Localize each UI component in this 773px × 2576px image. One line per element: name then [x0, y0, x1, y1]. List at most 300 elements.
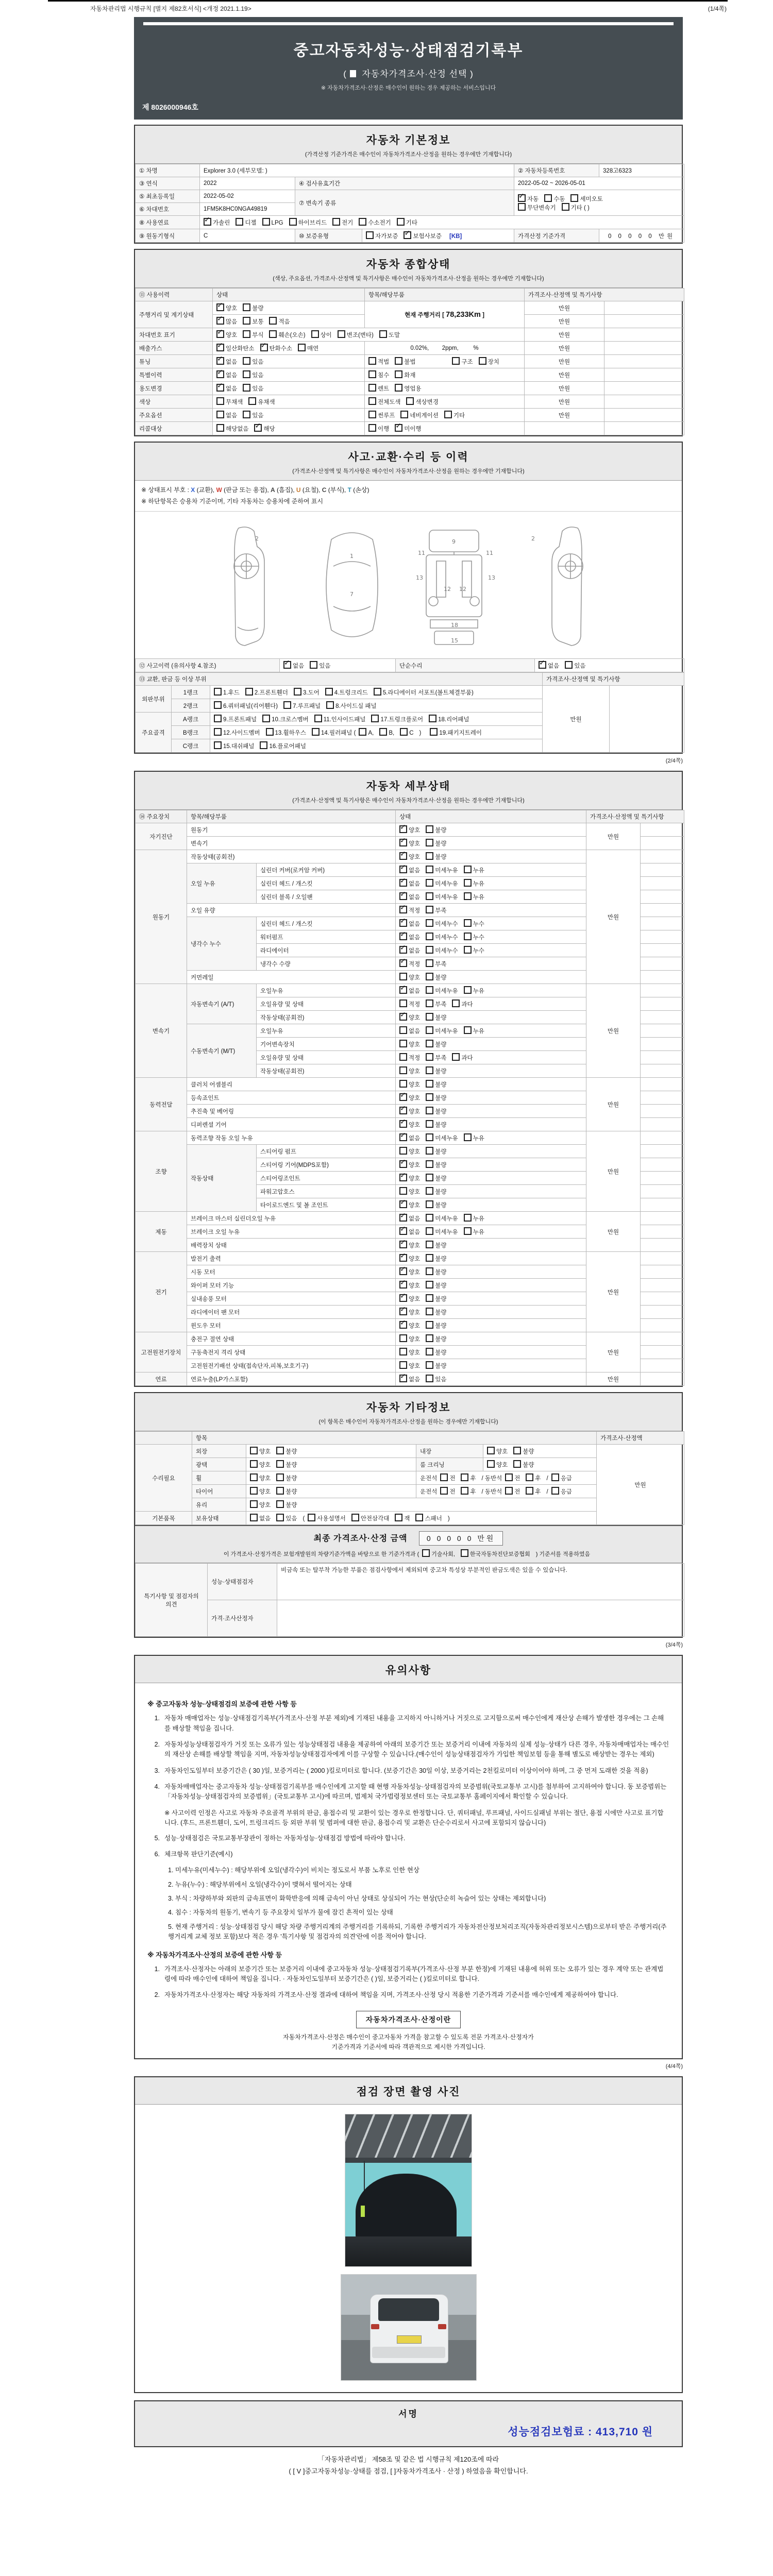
checkbox-icon[interactable]: [262, 218, 270, 226]
checkbox-icon[interactable]: [332, 218, 340, 226]
checked-checkbox-icon[interactable]: [399, 986, 407, 994]
checkbox-option[interactable]: [250, 1447, 271, 1455]
checkbox-option[interactable]: [526, 1487, 541, 1496]
checkbox-option[interactable]: [395, 384, 421, 393]
checkbox-option[interactable]: [250, 1500, 271, 1509]
checkbox-option[interactable]: [262, 218, 283, 226]
checked-checkbox-icon[interactable]: [399, 1294, 407, 1302]
checkbox-icon[interactable]: [426, 1053, 433, 1061]
checkbox-icon[interactable]: [276, 1473, 284, 1481]
checkbox-option[interactable]: [452, 999, 473, 1008]
checkbox-option[interactable]: [426, 946, 458, 955]
checkbox-option[interactable]: [214, 688, 240, 697]
checkbox-option[interactable]: [513, 1447, 534, 1455]
checkbox-icon[interactable]: [426, 1080, 433, 1088]
checked-checkbox-icon[interactable]: [216, 384, 224, 392]
checkbox-option[interactable]: [479, 357, 499, 366]
checkbox-option[interactable]: [426, 919, 458, 928]
checkbox-icon[interactable]: [426, 892, 433, 900]
checkbox-icon[interactable]: [426, 1200, 433, 1208]
checkbox-icon[interactable]: [395, 384, 402, 392]
checkbox-option[interactable]: [368, 370, 389, 379]
checked-checkbox-icon[interactable]: [399, 1200, 407, 1208]
checkbox-icon[interactable]: [400, 411, 408, 418]
checkbox-icon[interactable]: [426, 986, 433, 994]
checkbox-option[interactable]: [426, 906, 446, 914]
checkbox-option[interactable]: [440, 1487, 455, 1496]
checkbox-icon[interactable]: [308, 1514, 315, 1521]
checked-checkbox-icon[interactable]: [399, 825, 407, 833]
checkbox-icon[interactable]: [426, 1093, 433, 1101]
checkbox-option[interactable]: [399, 1160, 420, 1169]
checkbox-icon[interactable]: [283, 701, 291, 709]
checkbox-icon[interactable]: [426, 1334, 433, 1342]
checkbox-option[interactable]: [426, 1120, 446, 1129]
checkbox-option[interactable]: [461, 1473, 476, 1482]
checkbox-icon[interactable]: [399, 1066, 407, 1074]
checkbox-icon[interactable]: [276, 1460, 284, 1468]
checkbox-icon[interactable]: [426, 1241, 433, 1248]
checkbox-option[interactable]: [216, 330, 237, 339]
checkbox-option[interactable]: [464, 1026, 484, 1035]
checkbox-option[interactable]: [399, 852, 420, 861]
checkbox-icon[interactable]: [440, 1487, 448, 1495]
checkbox-icon[interactable]: [487, 1447, 495, 1454]
checkbox-option[interactable]: [395, 357, 415, 366]
checkbox-icon[interactable]: [426, 1348, 433, 1355]
checkbox-option[interactable]: [426, 852, 446, 861]
checkbox-icon[interactable]: [426, 1227, 433, 1235]
checkbox-option[interactable]: [426, 1375, 446, 1383]
checkbox-icon[interactable]: [464, 919, 472, 927]
checkbox-icon[interactable]: [464, 866, 472, 873]
checkbox-option[interactable]: [426, 1053, 446, 1062]
checked-checkbox-icon[interactable]: [260, 344, 268, 351]
checkbox-icon[interactable]: [426, 1066, 433, 1074]
checkbox-option[interactable]: [374, 688, 474, 697]
checkbox-option[interactable]: [283, 701, 321, 710]
checkbox-icon[interactable]: [243, 330, 250, 338]
checkbox-option[interactable]: [276, 1514, 297, 1522]
checkbox-option[interactable]: [310, 661, 330, 670]
checked-checkbox-icon[interactable]: [399, 906, 407, 913]
checkbox-option[interactable]: [368, 357, 389, 366]
checkbox-option[interactable]: [311, 330, 332, 339]
checkbox-icon[interactable]: [214, 701, 222, 709]
checkbox-icon[interactable]: [250, 1473, 258, 1481]
checkbox-icon[interactable]: [359, 218, 366, 226]
checkbox-icon[interactable]: [276, 1500, 284, 1508]
checkbox-icon[interactable]: [461, 1487, 468, 1495]
checkbox-option[interactable]: [262, 715, 309, 723]
checkbox-option[interactable]: [399, 1361, 420, 1370]
checkbox-icon[interactable]: [426, 1133, 433, 1141]
checkbox-option[interactable]: [248, 397, 275, 406]
checkbox-option[interactable]: [426, 1093, 446, 1102]
checkbox-icon[interactable]: [399, 1026, 407, 1034]
checked-checkbox-icon[interactable]: [399, 1120, 407, 1128]
checkbox-option[interactable]: [426, 1308, 446, 1316]
checkbox-option[interactable]: [426, 986, 458, 995]
checkbox-option[interactable]: [245, 688, 288, 697]
checkbox-icon[interactable]: [399, 1361, 407, 1369]
checkbox-option[interactable]: [551, 1473, 572, 1482]
checkbox-option[interactable]: [426, 1066, 446, 1075]
checked-checkbox-icon[interactable]: [399, 1093, 407, 1101]
checkbox-icon[interactable]: [289, 218, 297, 226]
checkbox-option[interactable]: [399, 839, 420, 848]
checkbox-option[interactable]: [399, 1147, 420, 1156]
checkbox-icon[interactable]: [400, 728, 408, 736]
checkbox-icon[interactable]: [426, 1214, 433, 1222]
checkbox-icon[interactable]: [426, 879, 433, 887]
checkbox-option[interactable]: [243, 330, 263, 339]
checkbox-option[interactable]: [513, 1460, 534, 1469]
checkbox-icon[interactable]: [368, 424, 376, 432]
checkbox-icon[interactable]: [570, 194, 578, 202]
checkbox-icon[interactable]: [399, 1080, 407, 1088]
checkbox-option[interactable]: [426, 1187, 446, 1196]
checkbox-option[interactable]: [399, 1334, 420, 1343]
checkbox-icon[interactable]: [269, 317, 277, 325]
checkbox-option[interactable]: [426, 1267, 446, 1276]
checked-checkbox-icon[interactable]: [283, 661, 291, 669]
checkbox-option[interactable]: [426, 892, 458, 901]
checkbox-icon[interactable]: [426, 973, 433, 980]
checkbox-icon[interactable]: [366, 231, 374, 239]
checkbox-option[interactable]: [518, 203, 556, 212]
checkbox-icon[interactable]: [395, 357, 402, 365]
checked-checkbox-icon[interactable]: [399, 1160, 407, 1168]
checked-checkbox-icon[interactable]: [216, 303, 224, 311]
checkbox-icon[interactable]: [310, 661, 317, 669]
checked-checkbox-icon[interactable]: [216, 330, 224, 338]
checkbox-icon[interactable]: [461, 1473, 468, 1481]
checkbox-option[interactable]: [399, 1227, 420, 1236]
checkbox-option[interactable]: [426, 1147, 446, 1156]
checkbox-icon[interactable]: [444, 411, 452, 418]
checkbox-icon[interactable]: [368, 411, 376, 418]
checkbox-icon[interactable]: [422, 1549, 430, 1557]
checkbox-option[interactable]: [444, 411, 465, 419]
checkbox-option[interactable]: [399, 1080, 420, 1089]
checkbox-option[interactable]: [399, 906, 420, 914]
checked-checkbox-icon[interactable]: [399, 852, 407, 860]
checked-checkbox-icon[interactable]: [216, 317, 224, 325]
checkbox-option[interactable]: [430, 728, 482, 737]
checkbox-option[interactable]: [426, 879, 458, 888]
checkbox-icon[interactable]: [464, 1227, 472, 1235]
checkbox-option[interactable]: [464, 1227, 484, 1236]
checkbox-option[interactable]: [260, 344, 292, 352]
checkbox-option[interactable]: [399, 1294, 420, 1303]
checkbox-option[interactable]: [426, 999, 446, 1008]
checkbox-option[interactable]: [399, 1053, 420, 1062]
checkbox-option[interactable]: [399, 1281, 420, 1290]
checkbox-icon[interactable]: [464, 986, 472, 994]
checkbox-option[interactable]: [243, 357, 263, 366]
checkbox-option[interactable]: [276, 1487, 297, 1496]
checkbox-icon[interactable]: [243, 317, 250, 325]
checkbox-option[interactable]: [440, 1473, 455, 1482]
checked-checkbox-icon[interactable]: [399, 1281, 407, 1289]
checkbox-option[interactable]: [400, 728, 413, 736]
checkbox-option[interactable]: [308, 1514, 346, 1522]
checkbox-option[interactable]: [399, 933, 420, 941]
checkbox-option[interactable]: [250, 1473, 271, 1482]
checkbox-icon[interactable]: [426, 1375, 433, 1382]
checkbox-option[interactable]: [298, 344, 318, 352]
checkbox-icon[interactable]: [426, 1187, 433, 1195]
checkbox-option[interactable]: [426, 1254, 446, 1263]
checkbox-option[interactable]: [426, 1133, 458, 1142]
checkbox-icon[interactable]: [214, 728, 222, 736]
checkbox-icon[interactable]: [250, 1514, 258, 1521]
checkbox-option[interactable]: [539, 661, 559, 670]
checkbox-icon[interactable]: [276, 1514, 284, 1521]
checked-checkbox-icon[interactable]: [399, 879, 407, 887]
checkbox-option[interactable]: [464, 919, 484, 928]
checkbox-option[interactable]: [216, 303, 237, 312]
checkbox-option[interactable]: [399, 1013, 420, 1022]
checkbox-icon[interactable]: [426, 852, 433, 860]
checkbox-icon[interactable]: [243, 357, 250, 365]
checkbox-icon[interactable]: [395, 1514, 402, 1521]
checkbox-option[interactable]: [399, 1375, 420, 1383]
checked-checkbox-icon[interactable]: [399, 1133, 407, 1141]
checkbox-option[interactable]: [395, 424, 421, 433]
checkbox-icon[interactable]: [565, 661, 573, 669]
checkbox-option[interactable]: [395, 1514, 410, 1522]
checkbox-icon[interactable]: [359, 728, 366, 736]
checkbox-icon[interactable]: [250, 1487, 258, 1495]
checkbox-icon[interactable]: [406, 397, 414, 405]
checkbox-option[interactable]: [243, 370, 263, 379]
checkbox-option[interactable]: [216, 370, 237, 379]
checked-checkbox-icon[interactable]: [399, 959, 407, 967]
checked-checkbox-icon[interactable]: [399, 1107, 407, 1114]
checkbox-icon[interactable]: [399, 1147, 407, 1155]
checkbox-option[interactable]: [314, 715, 366, 723]
checkbox-option[interactable]: [399, 1241, 420, 1249]
checkbox-option[interactable]: [426, 1080, 446, 1089]
checkbox-option[interactable]: [426, 1107, 446, 1115]
checkbox-option[interactable]: [214, 741, 254, 750]
checkbox-icon[interactable]: [426, 1308, 433, 1315]
checkbox-option[interactable]: [426, 1361, 446, 1370]
checkbox-option[interactable]: [276, 1473, 297, 1482]
checkbox-option[interactable]: [399, 1348, 420, 1357]
checkbox-icon[interactable]: [426, 839, 433, 846]
checkbox-option[interactable]: [371, 715, 423, 723]
checkbox-icon[interactable]: [551, 1487, 559, 1495]
checkbox-option[interactable]: [399, 1120, 420, 1129]
checkbox-option[interactable]: [426, 1160, 446, 1169]
checkbox-option[interactable]: [505, 1487, 520, 1496]
checked-checkbox-icon[interactable]: [399, 839, 407, 846]
checkbox-option[interactable]: [276, 1500, 297, 1509]
checkbox-option[interactable]: [214, 701, 278, 710]
checkbox-icon[interactable]: [399, 1187, 407, 1195]
checkbox-icon[interactable]: [250, 1500, 258, 1508]
checkbox-icon[interactable]: [399, 1040, 407, 1047]
checkbox-option[interactable]: [399, 892, 420, 901]
checkbox-option[interactable]: [338, 330, 374, 339]
checkbox-option[interactable]: [399, 986, 420, 995]
checkbox-icon[interactable]: [250, 1460, 258, 1468]
checked-checkbox-icon[interactable]: [399, 1308, 407, 1315]
checkbox-option[interactable]: [243, 384, 263, 393]
checkbox-icon[interactable]: [395, 370, 402, 378]
checkbox-icon[interactable]: [426, 1026, 433, 1034]
checkbox-option[interactable]: [243, 303, 263, 312]
checkbox-option[interactable]: [452, 357, 473, 366]
checkbox-icon[interactable]: [513, 1460, 521, 1468]
checkbox-icon[interactable]: [440, 1473, 448, 1481]
checkbox-icon[interactable]: [544, 194, 552, 202]
checkbox-option[interactable]: [368, 424, 389, 433]
checked-checkbox-icon[interactable]: [216, 370, 224, 378]
checkbox-option[interactable]: [399, 1321, 420, 1330]
checkbox-icon[interactable]: [397, 218, 405, 226]
checkbox-option[interactable]: [399, 866, 420, 874]
checked-checkbox-icon[interactable]: [399, 1214, 407, 1222]
checkbox-icon[interactable]: [326, 701, 334, 709]
checkbox-icon[interactable]: [426, 1294, 433, 1302]
checkbox-icon[interactable]: [505, 1487, 513, 1495]
checkbox-option[interactable]: [332, 218, 353, 227]
checkbox-icon[interactable]: [298, 344, 306, 351]
checkbox-icon[interactable]: [452, 357, 460, 365]
checkbox-option[interactable]: [426, 825, 446, 834]
checkbox-icon[interactable]: [426, 1147, 433, 1155]
checkbox-option[interactable]: [426, 1013, 446, 1022]
checkbox-icon[interactable]: [245, 688, 253, 696]
checkbox-icon[interactable]: [216, 411, 224, 418]
checkbox-icon[interactable]: [269, 330, 277, 338]
checkbox-option[interactable]: [464, 892, 484, 901]
checkbox-icon[interactable]: [276, 1487, 284, 1495]
checkbox-icon[interactable]: [426, 959, 433, 967]
checkbox-option[interactable]: [426, 973, 446, 981]
checkbox-option[interactable]: [368, 384, 389, 393]
checkbox-option[interactable]: [426, 1334, 446, 1343]
checkbox-icon[interactable]: [505, 1473, 513, 1481]
checkbox-option[interactable]: [325, 688, 368, 697]
checkbox-option[interactable]: [260, 741, 306, 750]
checkbox-option[interactable]: [518, 194, 539, 203]
checkbox-icon[interactable]: [426, 1013, 433, 1021]
checkbox-option[interactable]: [429, 715, 469, 723]
checkbox-icon[interactable]: [314, 715, 322, 722]
checkbox-icon[interactable]: [426, 919, 433, 927]
checkbox-option[interactable]: [426, 1321, 446, 1330]
checkbox-option[interactable]: [216, 397, 243, 406]
checkbox-icon[interactable]: [464, 892, 472, 900]
checkbox-option[interactable]: [399, 1267, 420, 1276]
checkbox-option[interactable]: [216, 384, 237, 393]
checkbox-icon[interactable]: [260, 741, 267, 749]
checkbox-icon[interactable]: [426, 999, 433, 1007]
checked-checkbox-icon[interactable]: [254, 424, 262, 432]
checkbox-icon[interactable]: [368, 397, 376, 405]
checkbox-option[interactable]: [426, 1241, 446, 1249]
checkbox-icon[interactable]: [464, 946, 472, 954]
checkbox-option[interactable]: [426, 1200, 446, 1209]
checkbox-option[interactable]: [214, 728, 260, 737]
checkbox-option[interactable]: [426, 1174, 446, 1182]
checkbox-option[interactable]: [426, 1294, 446, 1303]
checkbox-option[interactable]: [214, 715, 257, 723]
checkbox-option[interactable]: [283, 661, 304, 670]
checkbox-option[interactable]: [461, 1549, 530, 1558]
checkbox-option[interactable]: [426, 1281, 446, 1290]
checkbox-option[interactable]: [250, 1487, 271, 1496]
checkbox-option[interactable]: [426, 839, 446, 848]
checkbox-icon[interactable]: [426, 825, 433, 833]
checked-checkbox-icon[interactable]: [399, 1174, 407, 1181]
checkbox-option[interactable]: [351, 1514, 390, 1522]
checkbox-option[interactable]: [426, 1040, 446, 1048]
checkbox-option[interactable]: [399, 1187, 420, 1196]
checkbox-icon[interactable]: [518, 203, 526, 211]
checkbox-option[interactable]: [399, 1093, 420, 1102]
checkbox-icon[interactable]: [368, 384, 376, 392]
checked-checkbox-icon[interactable]: [399, 866, 407, 873]
checkbox-option[interactable]: [399, 1026, 420, 1035]
checkbox-icon[interactable]: [276, 1447, 284, 1454]
checkbox-icon[interactable]: [426, 1361, 433, 1369]
checkbox-icon[interactable]: [312, 728, 320, 736]
checkbox-icon[interactable]: [426, 1040, 433, 1047]
checkbox-option[interactable]: [399, 999, 420, 1008]
checkbox-icon[interactable]: [266, 728, 274, 736]
checkbox-option[interactable]: [422, 1549, 455, 1558]
checkbox-icon[interactable]: [399, 999, 407, 1007]
checkbox-icon[interactable]: [294, 688, 301, 696]
checked-checkbox-icon[interactable]: [399, 1375, 407, 1382]
checkbox-icon[interactable]: [551, 1473, 559, 1481]
checked-checkbox-icon[interactable]: [204, 218, 211, 226]
checkbox-icon[interactable]: [399, 973, 407, 980]
checkbox-option[interactable]: [565, 661, 585, 670]
checkbox-icon[interactable]: [479, 357, 486, 365]
checkbox-icon[interactable]: [214, 741, 222, 749]
checkbox-icon[interactable]: [243, 411, 250, 418]
checkbox-option[interactable]: [236, 218, 256, 227]
checkbox-option[interactable]: [464, 866, 484, 874]
checkbox-option[interactable]: [399, 919, 420, 928]
checkbox-option[interactable]: [461, 1487, 476, 1496]
checkbox-option[interactable]: [399, 946, 420, 955]
checkbox-option[interactable]: [399, 1174, 420, 1182]
checkbox-option[interactable]: [216, 344, 255, 352]
checkbox-option[interactable]: [399, 1133, 420, 1142]
checkbox-icon[interactable]: [461, 1549, 468, 1557]
checkbox-option[interactable]: [570, 194, 602, 203]
checkbox-option[interactable]: [464, 1133, 484, 1142]
checkbox-icon[interactable]: [526, 1473, 533, 1481]
checkbox-icon[interactable]: [262, 715, 270, 722]
checkbox-icon[interactable]: [243, 384, 250, 392]
checkbox-icon[interactable]: [426, 1107, 433, 1114]
checkbox-icon[interactable]: [464, 1026, 472, 1034]
checkbox-icon[interactable]: [243, 303, 250, 311]
checkbox-icon[interactable]: [311, 330, 319, 338]
checked-checkbox-icon[interactable]: [399, 892, 407, 900]
checkbox-option[interactable]: [526, 1473, 541, 1482]
checkbox-icon[interactable]: [371, 715, 379, 722]
